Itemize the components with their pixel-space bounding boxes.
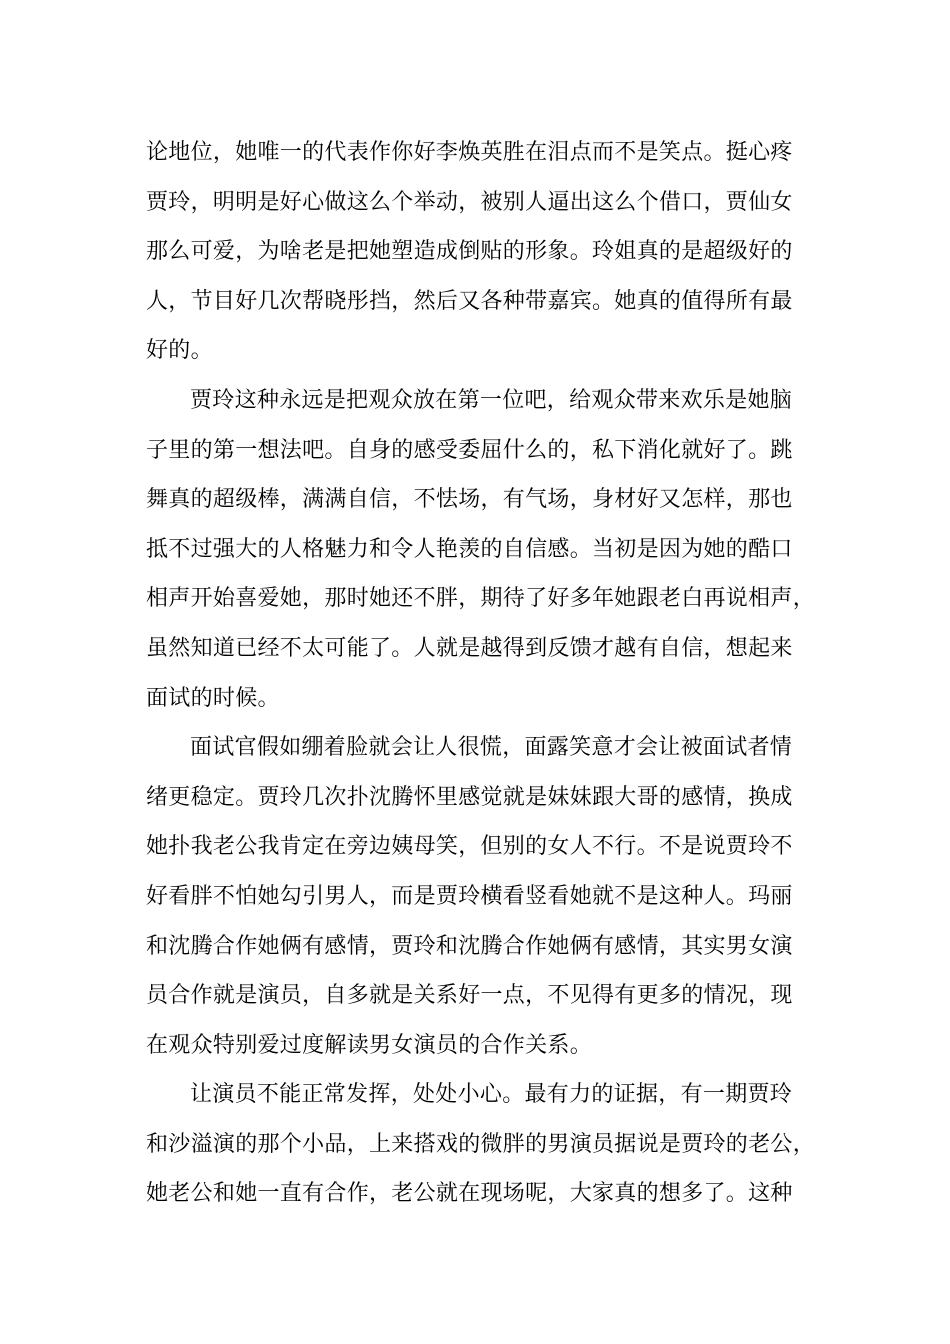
text-line: 让演员不能正常发挥，处处小心。最有力的证据，有一期贾玲 <box>190 1082 793 1108</box>
text-line: 她老公和她一直有合作，老公就在现场呢，大家真的想多了。这种 <box>146 1181 793 1207</box>
text-line: 贾玲，明明是好心做这么个举动，被别人逼出这么个借口，贾仙女 <box>146 189 793 215</box>
text-line: 子里的第一想法吧。自身的感受委屈什么的，私下消化就好了。跳 <box>146 437 793 463</box>
text-line: 论地位，她唯一的代表作你好李焕英胜在泪点而不是笑点。挺心疼 <box>146 140 793 165</box>
body-text <box>146 128 814 1219</box>
text-line: 人，节目好几次帮晓彤挡，然后又各种带嘉宾。她真的值得所有最 <box>146 288 793 314</box>
paragraph-2 <box>146 376 814 723</box>
text-line: 抵不过强大的人格魅力和令人艳羡的自信感。当初是因为她的酷口 <box>146 536 793 562</box>
text-line: 面试的时候。 <box>146 685 280 711</box>
text-line: 好看胖不怕她勾引男人，而是贾玲横看竖看她就不是这种人。玛丽 <box>146 883 793 909</box>
text-line: 那么可爱，为啥老是把她塑造成倒贴的形象。玲姐真的是超级好的 <box>146 239 793 265</box>
text-line: 面试官假如绷着脸就会让人很慌，面露笑意才会让被面试者情 <box>190 735 793 761</box>
text-line: 好的。 <box>146 338 213 364</box>
text-line: 绪更稳定。贾玲几次扑沈腾怀里感觉就是妹妹跟大哥的感情，换成 <box>146 784 793 810</box>
text-line: 舞真的超级棒，满满自信，不怯场，有气场，身材好又怎样，那也 <box>146 487 793 513</box>
text-line: 员合作就是演员，自多就是关系好一点，不见得有更多的情况，现 <box>146 983 793 1009</box>
text-line: 她扑我老公我肯定在旁边姨母笑，但别的女人不行。不是说贾玲不 <box>146 834 793 860</box>
paragraph-4 <box>146 1070 814 1219</box>
text-line: 虽然知道已经不太可能了。人就是越得到反馈才越有自信，想起来 <box>146 635 793 661</box>
text-line: 在观众特别爱过度解读男女演员的合作关系。 <box>146 1032 593 1058</box>
paragraph-3 <box>146 723 814 1070</box>
text-line: 和沈腾合作她俩有感情，贾玲和沈腾合作她俩有感情，其实男女演 <box>146 933 793 959</box>
text-line: 相声开始喜爱她，那时她还不胖，期待了好多年她跟老白再说相声， <box>146 586 816 612</box>
text-line: 贾玲这种永远是把观众放在第一位吧，给观众带来欢乐是她脑 <box>190 387 793 413</box>
paragraph-1 <box>146 128 814 376</box>
text-line: 和沙溢演的那个小品，上来搭戏的微胖的男演员据说是贾玲的老公， <box>146 1131 816 1157</box>
